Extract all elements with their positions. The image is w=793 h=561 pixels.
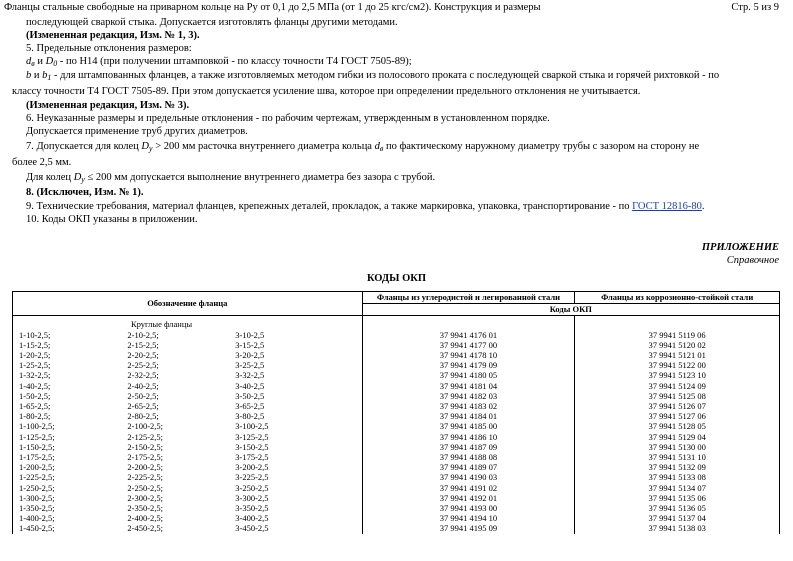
page-header bbox=[4, 2, 779, 16]
body-line-1: последующей сваркой стыка. Допускается изготовлять фланцы другими методами. bbox=[26, 17, 398, 28]
s7-part-c: > 200 мм расточка внутреннего диаметра кольца bbox=[152, 141, 375, 152]
designation-type3: 3-100-2,5 bbox=[235, 421, 362, 431]
designation-type2: 2-20-2,5; bbox=[127, 349, 159, 360]
okp-code-carbon: 37 9941 4180 05 bbox=[362, 370, 575, 380]
okp-code-stainless: 37 9941 5126 07 bbox=[575, 401, 780, 411]
body-line-11: более 2,5 мм. bbox=[12, 157, 72, 168]
designation-type1: 1-250-2,5; bbox=[13, 483, 128, 493]
designation-type1: 1-50-2,5; bbox=[13, 391, 128, 401]
okp-code-carbon: 37 9941 4187 09 bbox=[362, 442, 575, 452]
table-row bbox=[13, 340, 780, 350]
designation-type1: 1-350-2,5; bbox=[13, 503, 128, 513]
okp-code-stainless: 37 9941 5121 01 bbox=[575, 350, 780, 360]
symbol-b1-sub: 1 bbox=[47, 73, 52, 82]
designation-type2: 2-15-2,5; bbox=[127, 339, 159, 350]
amendment-note-1: (Измененная редакция, Изм. № 1, 3). bbox=[26, 30, 200, 41]
col-header-codes: Коды ОКП bbox=[362, 304, 779, 316]
designation-type2: 2-250-2,5; bbox=[127, 482, 164, 493]
body-line-12 bbox=[26, 171, 435, 186]
designation-type1: 1-20-2,5; bbox=[13, 350, 128, 360]
okp-code-carbon: 37 9941 4182 03 bbox=[362, 391, 575, 401]
okp-codes-table bbox=[12, 291, 780, 534]
designation-type3: 3-350-2,5 bbox=[235, 503, 362, 513]
designation-type1: 1-65-2,5; bbox=[13, 401, 128, 411]
tolerance-line-d bbox=[26, 55, 412, 70]
table-row bbox=[13, 452, 780, 462]
okp-code-carbon: 37 9941 4191 02 bbox=[362, 483, 575, 493]
amendment-note-3: (Измененная редакция, Изм. № 3). bbox=[26, 100, 190, 111]
designation-type2: 2-225-2,5; bbox=[127, 472, 164, 483]
designation-type3: 3-200-2,5 bbox=[235, 462, 362, 472]
okp-code-carbon: 37 9941 4188 08 bbox=[362, 452, 575, 462]
conj-and: и bbox=[34, 56, 46, 67]
designation-type3: 3-150-2,5 bbox=[235, 442, 362, 452]
col-header-carbon: Фланцы из углеродистой и легированной стали bbox=[362, 292, 575, 304]
okp-code-stainless: 37 9941 5128 05 bbox=[575, 421, 780, 431]
designation-type3: 3-175-2,5 bbox=[235, 452, 362, 462]
tolerance-text-d: - по Н14 (при получении штамповкой - по классу точности Т4 ГОСТ 7505-89); bbox=[57, 56, 412, 67]
okp-code-carbon: 37 9941 4178 10 bbox=[362, 350, 575, 360]
section-label: Круглые фланцы bbox=[13, 316, 363, 330]
section-7-text bbox=[26, 140, 699, 155]
designation-type1: 1-25-2,5; bbox=[13, 360, 128, 370]
designation-type1: 1-150-2,5; bbox=[13, 442, 128, 452]
document-title: Фланцы стальные свободные на приварном кольце на Ру от 0,1 до 2,5 МПа (от 1 до 25 кгс/см2). Конструкция и размеры bbox=[4, 2, 541, 13]
designation-type2: 2-65-2,5; bbox=[127, 400, 159, 411]
designation-type1: 1-300-2,5; bbox=[13, 493, 128, 503]
section-9-text bbox=[26, 200, 705, 213]
table-row bbox=[13, 370, 780, 380]
okp-code-carbon: 37 9941 4179 09 bbox=[362, 360, 575, 370]
designation-type1: 1-175-2,5; bbox=[13, 452, 128, 462]
okp-code-stainless: 37 9941 5135 06 bbox=[575, 493, 780, 503]
designation-type2: 2-200-2,5; bbox=[127, 462, 164, 473]
table-row bbox=[13, 421, 780, 431]
symbol-d-sub: в bbox=[31, 59, 35, 68]
table-row bbox=[13, 483, 780, 493]
okp-code-stainless: 37 9941 5124 09 bbox=[575, 381, 780, 391]
okp-code-carbon: 37 9941 4194 10 bbox=[362, 513, 575, 523]
symbol-b: b bbox=[26, 70, 32, 81]
designation-type3: 3-15-2,5 bbox=[235, 340, 362, 350]
table-row bbox=[13, 401, 780, 411]
section-8-excluded: 8. (Исключен, Изм. № 1). bbox=[26, 187, 144, 198]
designation-type3: 3-225-2,5 bbox=[235, 472, 362, 482]
designation-type3: 3-250-2,5 bbox=[235, 483, 362, 493]
designation-type2: 2-10-2,5; bbox=[127, 329, 159, 340]
symbol-D: D bbox=[45, 56, 54, 67]
col-header-stainless: Фланцы из коррозионно-стойкой стали bbox=[575, 292, 780, 304]
tolerance-text-b: - для штампованных фланцев, а также изготовляемых методом гибки из полосового проката с последующей сваркой стыка и горячей рихтовкой - по bbox=[51, 70, 720, 81]
okp-code-carbon: 37 9941 4193 00 bbox=[362, 503, 575, 513]
okp-code-stainless: 37 9941 5134 07 bbox=[575, 483, 780, 493]
designation-type3: 3-300-2,5 bbox=[235, 493, 362, 503]
table-row bbox=[13, 503, 780, 513]
symbol-d: d bbox=[26, 56, 32, 67]
okp-code-carbon: 37 9941 4186 10 bbox=[362, 432, 575, 442]
section-5-heading: 5. Предельные отклонения размеров: bbox=[26, 43, 192, 54]
okp-code-stainless: 37 9941 5131 10 bbox=[575, 452, 780, 462]
designation-type3: 3-25-2,5 bbox=[235, 360, 362, 370]
okp-code-carbon: 37 9941 4185 00 bbox=[362, 421, 575, 431]
table-row bbox=[13, 523, 780, 533]
table-row bbox=[13, 350, 780, 360]
okp-code-stainless: 37 9941 5127 06 bbox=[575, 411, 780, 421]
symbol-Dy-2: D bbox=[73, 172, 82, 183]
table-row bbox=[13, 432, 780, 442]
s7b-part-a: Для колец bbox=[26, 172, 74, 183]
okp-code-carbon: 37 9941 4183 02 bbox=[362, 401, 575, 411]
tolerance-line-b bbox=[26, 69, 719, 84]
symbol-dv: d bbox=[374, 141, 380, 152]
okp-code-stainless: 37 9941 5133 08 bbox=[575, 472, 780, 482]
okp-code-stainless: 37 9941 5120 02 bbox=[575, 340, 780, 350]
designation-type3: 3-50-2,5 bbox=[235, 391, 362, 401]
okp-code-carbon: 37 9941 4190 03 bbox=[362, 472, 575, 482]
section-6-text: 6. Неуказанные размеры и предельные отклонения - по рабочим чертежам, утвержденным в установленном порядке. bbox=[26, 113, 550, 124]
appendix-note: Справочное bbox=[726, 255, 779, 266]
okp-code-stainless: 37 9941 5132 09 bbox=[575, 462, 780, 472]
designation-type2: 2-40-2,5; bbox=[127, 380, 159, 391]
gost-link[interactable]: ГОСТ 12816-80 bbox=[632, 201, 702, 212]
symbol-D-sub: 0 bbox=[53, 59, 58, 68]
table-row bbox=[13, 472, 780, 482]
okp-code-stainless: 37 9941 5129 04 bbox=[575, 432, 780, 442]
designation-type2: 2-450-2,5; bbox=[127, 523, 164, 534]
col-header-designation: Обозначение фланца bbox=[13, 292, 363, 316]
symbol-Dy-2-sub: у bbox=[81, 175, 85, 184]
okp-code-stainless: 37 9941 5122 00 bbox=[575, 360, 780, 370]
symbol-Dy-sub: у bbox=[149, 144, 153, 153]
designation-type1: 1-10-2,5; bbox=[13, 330, 128, 340]
table-row bbox=[13, 360, 780, 370]
body-line-9: Допускается применение труб других диаметров. bbox=[26, 126, 248, 137]
designation-type2: 2-80-2,5; bbox=[127, 411, 159, 422]
appendix-label: ПРИЛОЖЕНИЕ bbox=[701, 242, 779, 253]
symbol-dv-sub: в bbox=[379, 144, 384, 153]
okp-code-carbon: 37 9941 4181 04 bbox=[362, 381, 575, 391]
okp-code-carbon: 37 9941 4195 09 bbox=[362, 523, 575, 533]
okp-code-carbon: 37 9941 4176 01 bbox=[362, 330, 575, 340]
designation-type1: 1-40-2,5; bbox=[13, 381, 128, 391]
designation-type1: 1-200-2,5; bbox=[13, 462, 128, 472]
s7-part-e: по фактическому наружному диаметру трубы с зазором на сторону не bbox=[383, 141, 700, 152]
designation-type3: 3-20-2,5 bbox=[235, 350, 362, 360]
okp-code-stainless: 37 9941 5119 06 bbox=[575, 330, 780, 340]
conj-and-b: и bbox=[31, 70, 43, 81]
designation-type3: 3-40-2,5 bbox=[235, 381, 362, 391]
table-row bbox=[13, 381, 780, 391]
designation-type2: 2-100-2,5; bbox=[127, 421, 164, 432]
designation-type1: 1-125-2,5; bbox=[13, 432, 128, 442]
s7-part-a: 7. Допускается для колец bbox=[26, 141, 142, 152]
designation-type2: 2-300-2,5; bbox=[127, 492, 164, 503]
designation-type2: 2-25-2,5; bbox=[127, 360, 159, 371]
designation-type1: 1-100-2,5; bbox=[13, 421, 128, 431]
s9-dot: . bbox=[701, 201, 705, 212]
designation-type2: 2-32-2,5; bbox=[127, 370, 159, 381]
table-row bbox=[13, 330, 780, 340]
designation-type3: 3-400-2,5 bbox=[235, 513, 362, 523]
table-row bbox=[13, 442, 780, 452]
designation-type2: 2-400-2,5; bbox=[127, 513, 164, 524]
designation-type1: 1-450-2,5; bbox=[13, 523, 128, 533]
table-row bbox=[13, 391, 780, 401]
designation-type2: 2-175-2,5; bbox=[127, 451, 164, 462]
designation-type3: 3-32-2,5 bbox=[235, 370, 362, 380]
okp-code-stainless: 37 9941 5130 00 bbox=[575, 442, 780, 452]
table-row bbox=[13, 493, 780, 503]
table-row bbox=[13, 513, 780, 523]
s7b-part-c: ≤ 200 мм допускается выполнение внутреннего диаметра без зазора с трубой. bbox=[84, 172, 436, 183]
designation-type1: 1-400-2,5; bbox=[13, 513, 128, 523]
designation-type2: 2-50-2,5; bbox=[127, 390, 159, 401]
table-title: КОДЫ ОКП bbox=[366, 273, 427, 284]
designation-type3: 3-125-2,5 bbox=[235, 432, 362, 442]
okp-code-stainless: 37 9941 5138 03 bbox=[575, 523, 780, 533]
s9-text: 9. Технические требования, материал фланцев, крепежных деталей, прокладок, а также маркировка, упаковка, транспортирование - по bbox=[26, 201, 633, 212]
designation-type1: 1-32-2,5; bbox=[13, 370, 128, 380]
designation-type1: 1-225-2,5; bbox=[13, 472, 128, 482]
okp-code-carbon: 37 9941 4184 01 bbox=[362, 411, 575, 421]
okp-code-stainless: 37 9941 5125 08 bbox=[575, 391, 780, 401]
body-line-6: классу точности Т4 ГОСТ 7505-89. При этом допускается усиление шва, которое при определении предельного отклонения не учитывается. bbox=[12, 86, 641, 97]
designation-type3: 3-65-2,5 bbox=[235, 401, 362, 411]
designation-type1: 1-80-2,5; bbox=[13, 411, 128, 421]
table-row bbox=[13, 462, 780, 472]
okp-code-stainless: 37 9941 5123 10 bbox=[575, 370, 780, 380]
okp-code-carbon: 37 9941 4189 07 bbox=[362, 462, 575, 472]
table-row bbox=[13, 411, 780, 421]
designation-type3: 3-80-2,5 bbox=[235, 411, 362, 421]
okp-code-carbon: 37 9941 4177 00 bbox=[362, 340, 575, 350]
designation-type2: 2-125-2,5; bbox=[127, 431, 164, 442]
symbol-Dy: D bbox=[141, 141, 149, 152]
section-10-text: 10. Коды ОКП указаны в приложении. bbox=[26, 214, 198, 225]
okp-code-stainless: 37 9941 5136 05 bbox=[575, 503, 780, 513]
designation-type3: 3-450-2,5 bbox=[235, 523, 362, 533]
designation-type3: 3-10-2,5 bbox=[235, 330, 362, 340]
okp-code-carbon: 37 9941 4192 01 bbox=[362, 493, 575, 503]
page-number: Стр. 5 из 9 bbox=[731, 2, 779, 13]
section-row bbox=[13, 316, 780, 330]
okp-code-stainless: 37 9941 5137 04 bbox=[575, 513, 780, 523]
designation-type2: 2-150-2,5; bbox=[127, 441, 164, 452]
designation-type2: 2-350-2,5; bbox=[127, 502, 164, 513]
symbol-b1: b bbox=[42, 70, 48, 81]
designation-type1: 1-15-2,5; bbox=[13, 340, 128, 350]
